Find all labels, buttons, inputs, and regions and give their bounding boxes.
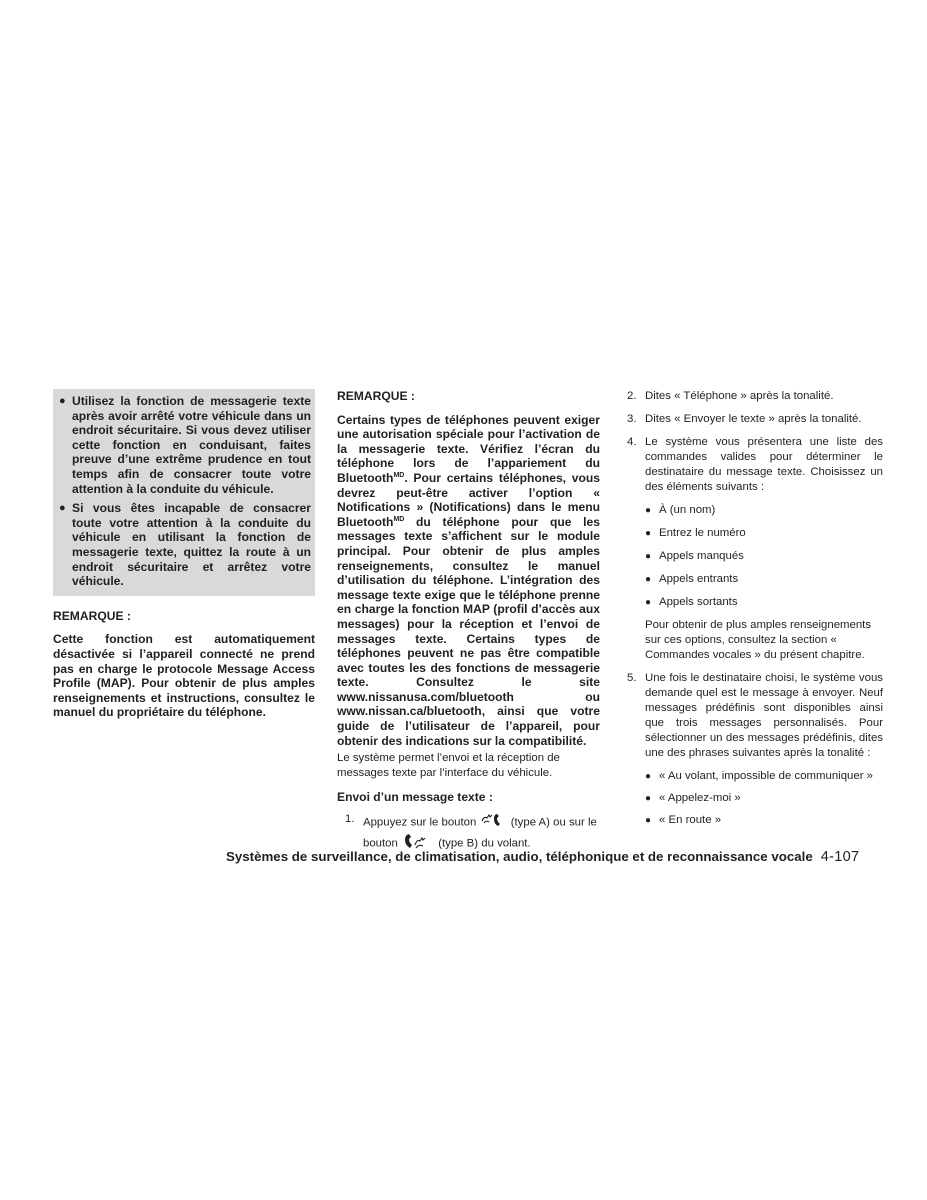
trademark-sup: MD <box>393 515 405 523</box>
phrase-text: « Appelez-moi » <box>659 792 741 804</box>
step-text <box>363 812 600 854</box>
note-text <box>337 413 600 749</box>
step-text: Le système vous présentera une liste des commandes valides pour déterminer le destinataire du message texte. Choisissez un des éléments suivants : <box>645 436 883 493</box>
bullet-icon: ● <box>645 505 652 516</box>
note-text-part: . Pour certains téléphones, vous devrez peut-être activer l’option « Notifications » (Notifications) dans le menu Bluetooth <box>337 470 600 529</box>
talk-phone-icon <box>480 812 508 833</box>
warning-item <box>57 501 311 589</box>
note-text-part: du téléphone pour que les messages texte s’affichent sur le module principal. Pour obtenir de plus amples renseignements, consultez le manuel d’utilisation du téléphone. L’intégration des message texte exige que le téléphone prenne en charge la fonction MAP (profil d’accès aux messages) pour la réception et l’envoi de messages texte. Certains types de téléphones peuvent ne pas être compatible avec toutes les des fonctions de messagerie texte. Consultez le site www.nissanusa.com/bluetooth ou www.nissan.ca/bluetooth, ainsi que votre guide de l’utilisateur de l’appareil, pour obtenir des indications sur la compatibilité. <box>337 514 600 748</box>
step-number: 3. <box>627 413 637 425</box>
middle-column <box>337 389 600 854</box>
step-text-part: (type B) du volant. <box>438 837 531 850</box>
note-text-part: Certains types de téléphones peuvent exiger une autorisation spéciale pour l’activation de la messagerie texte. Vérifiez l’écran du téléphone lors de l’appariement du Bluetooth <box>337 412 600 485</box>
step-text: Une fois le destinataire choisi, le système vous demande quel est le message à envoyer. Neuf messages prédéfinis sont disponibles ainsi que trois messages personnalisés. Pour sélectionner un des messages prédéfinis, dites une des phrases suivantes après la tonalité : <box>645 672 883 759</box>
bullet-icon: ● <box>645 771 652 782</box>
list-item <box>645 769 883 784</box>
bullet-icon: ● <box>645 528 652 539</box>
bullet-icon: ● <box>645 793 652 804</box>
trademark-sup: MD <box>393 471 405 479</box>
step-item <box>627 389 883 404</box>
step-text-part: (type A) ou sur le bouton <box>363 816 597 850</box>
body-text: Le système permet l’envoi et la réception de messages texte par l’interface du véhicule. <box>337 752 560 780</box>
list-item <box>645 791 883 806</box>
step-item <box>627 412 883 427</box>
phrases-list <box>627 769 883 828</box>
left-column <box>53 389 315 720</box>
option-text: Appels sortants <box>659 596 738 608</box>
footer-title: Systèmes de surveillance, de climatisation, audio, téléphonique et de reconnaissance vocale <box>226 849 813 864</box>
bullet-icon: ● <box>645 551 652 562</box>
list-item <box>645 813 883 828</box>
step-number: 4. <box>627 436 637 448</box>
bullet-icon: ● <box>645 815 652 826</box>
note-text: Cette fonction est automatiquement désactivée si l’appareil connecté ne prend pas en charge le protocole Message Access Profile (MAP). Pour obtenir de plus amples renseignements et instructions, consultez le manuel du propriétaire du téléphone. <box>53 632 315 720</box>
right-column <box>627 389 883 828</box>
step-item <box>337 812 600 854</box>
option-text: Entrez le numéro <box>659 527 746 539</box>
warning-box <box>53 389 315 596</box>
options-note: Pour obtenir de plus amples renseignements sur ces options, consultez la section « Commandes vocales » du présent chapitre. <box>645 619 872 661</box>
step-text-part: Appuyez sur le bouton <box>363 816 477 829</box>
step-item <box>627 671 883 761</box>
list-item <box>645 595 883 610</box>
note-heading: REMARQUE : <box>337 389 415 403</box>
page-footer <box>226 849 884 865</box>
warning-text: Utilisez la fonction de messagerie texte après avoir arrêté votre véhicule dans un endroit sécuritaire. Si vous devez utiliser cette fonction en conduisant, faites preuve d’une extrême prudence en tout temps afin de consacrer toute votre attention à la conduite du véhicule. <box>72 394 311 496</box>
subheading: Envoi d’un message texte : <box>337 790 493 805</box>
step-number: 1. <box>345 812 355 825</box>
step-text: Dites « Téléphone » après la tonalité. <box>645 390 834 402</box>
option-text: Appels entrants <box>659 573 739 585</box>
step-number: 5. <box>627 672 637 684</box>
bullet-icon: ● <box>645 597 652 608</box>
phrase-text: « Au volant, impossible de communiquer » <box>659 770 874 782</box>
page-number: 4-107 <box>820 849 860 865</box>
option-text: À (un nom) <box>659 504 716 516</box>
list-item <box>645 549 883 564</box>
bullet-icon: ● <box>59 395 66 407</box>
list-item <box>645 572 883 587</box>
note-heading: REMARQUE : <box>53 608 131 623</box>
step-number: 2. <box>627 390 637 402</box>
step-text: Dites « Envoyer le texte » après la tonalité. <box>645 413 862 425</box>
bullet-icon: ● <box>645 574 652 585</box>
bullet-icon: ● <box>59 502 66 515</box>
warning-text: Si vous êtes incapable de consacrer toute votre attention à la conduite du véhicule en utilisant la fonction de messagerie texte, quittez la route à un endroit sécuritaire et arrêtez votre véhicule. <box>72 501 311 589</box>
phrase-text: « En route » <box>659 814 722 826</box>
list-item <box>645 503 883 518</box>
option-text: Appels manqués <box>659 550 744 562</box>
list-item <box>645 526 883 541</box>
warning-item <box>57 394 311 496</box>
options-list <box>627 503 883 663</box>
step-item <box>627 435 883 495</box>
